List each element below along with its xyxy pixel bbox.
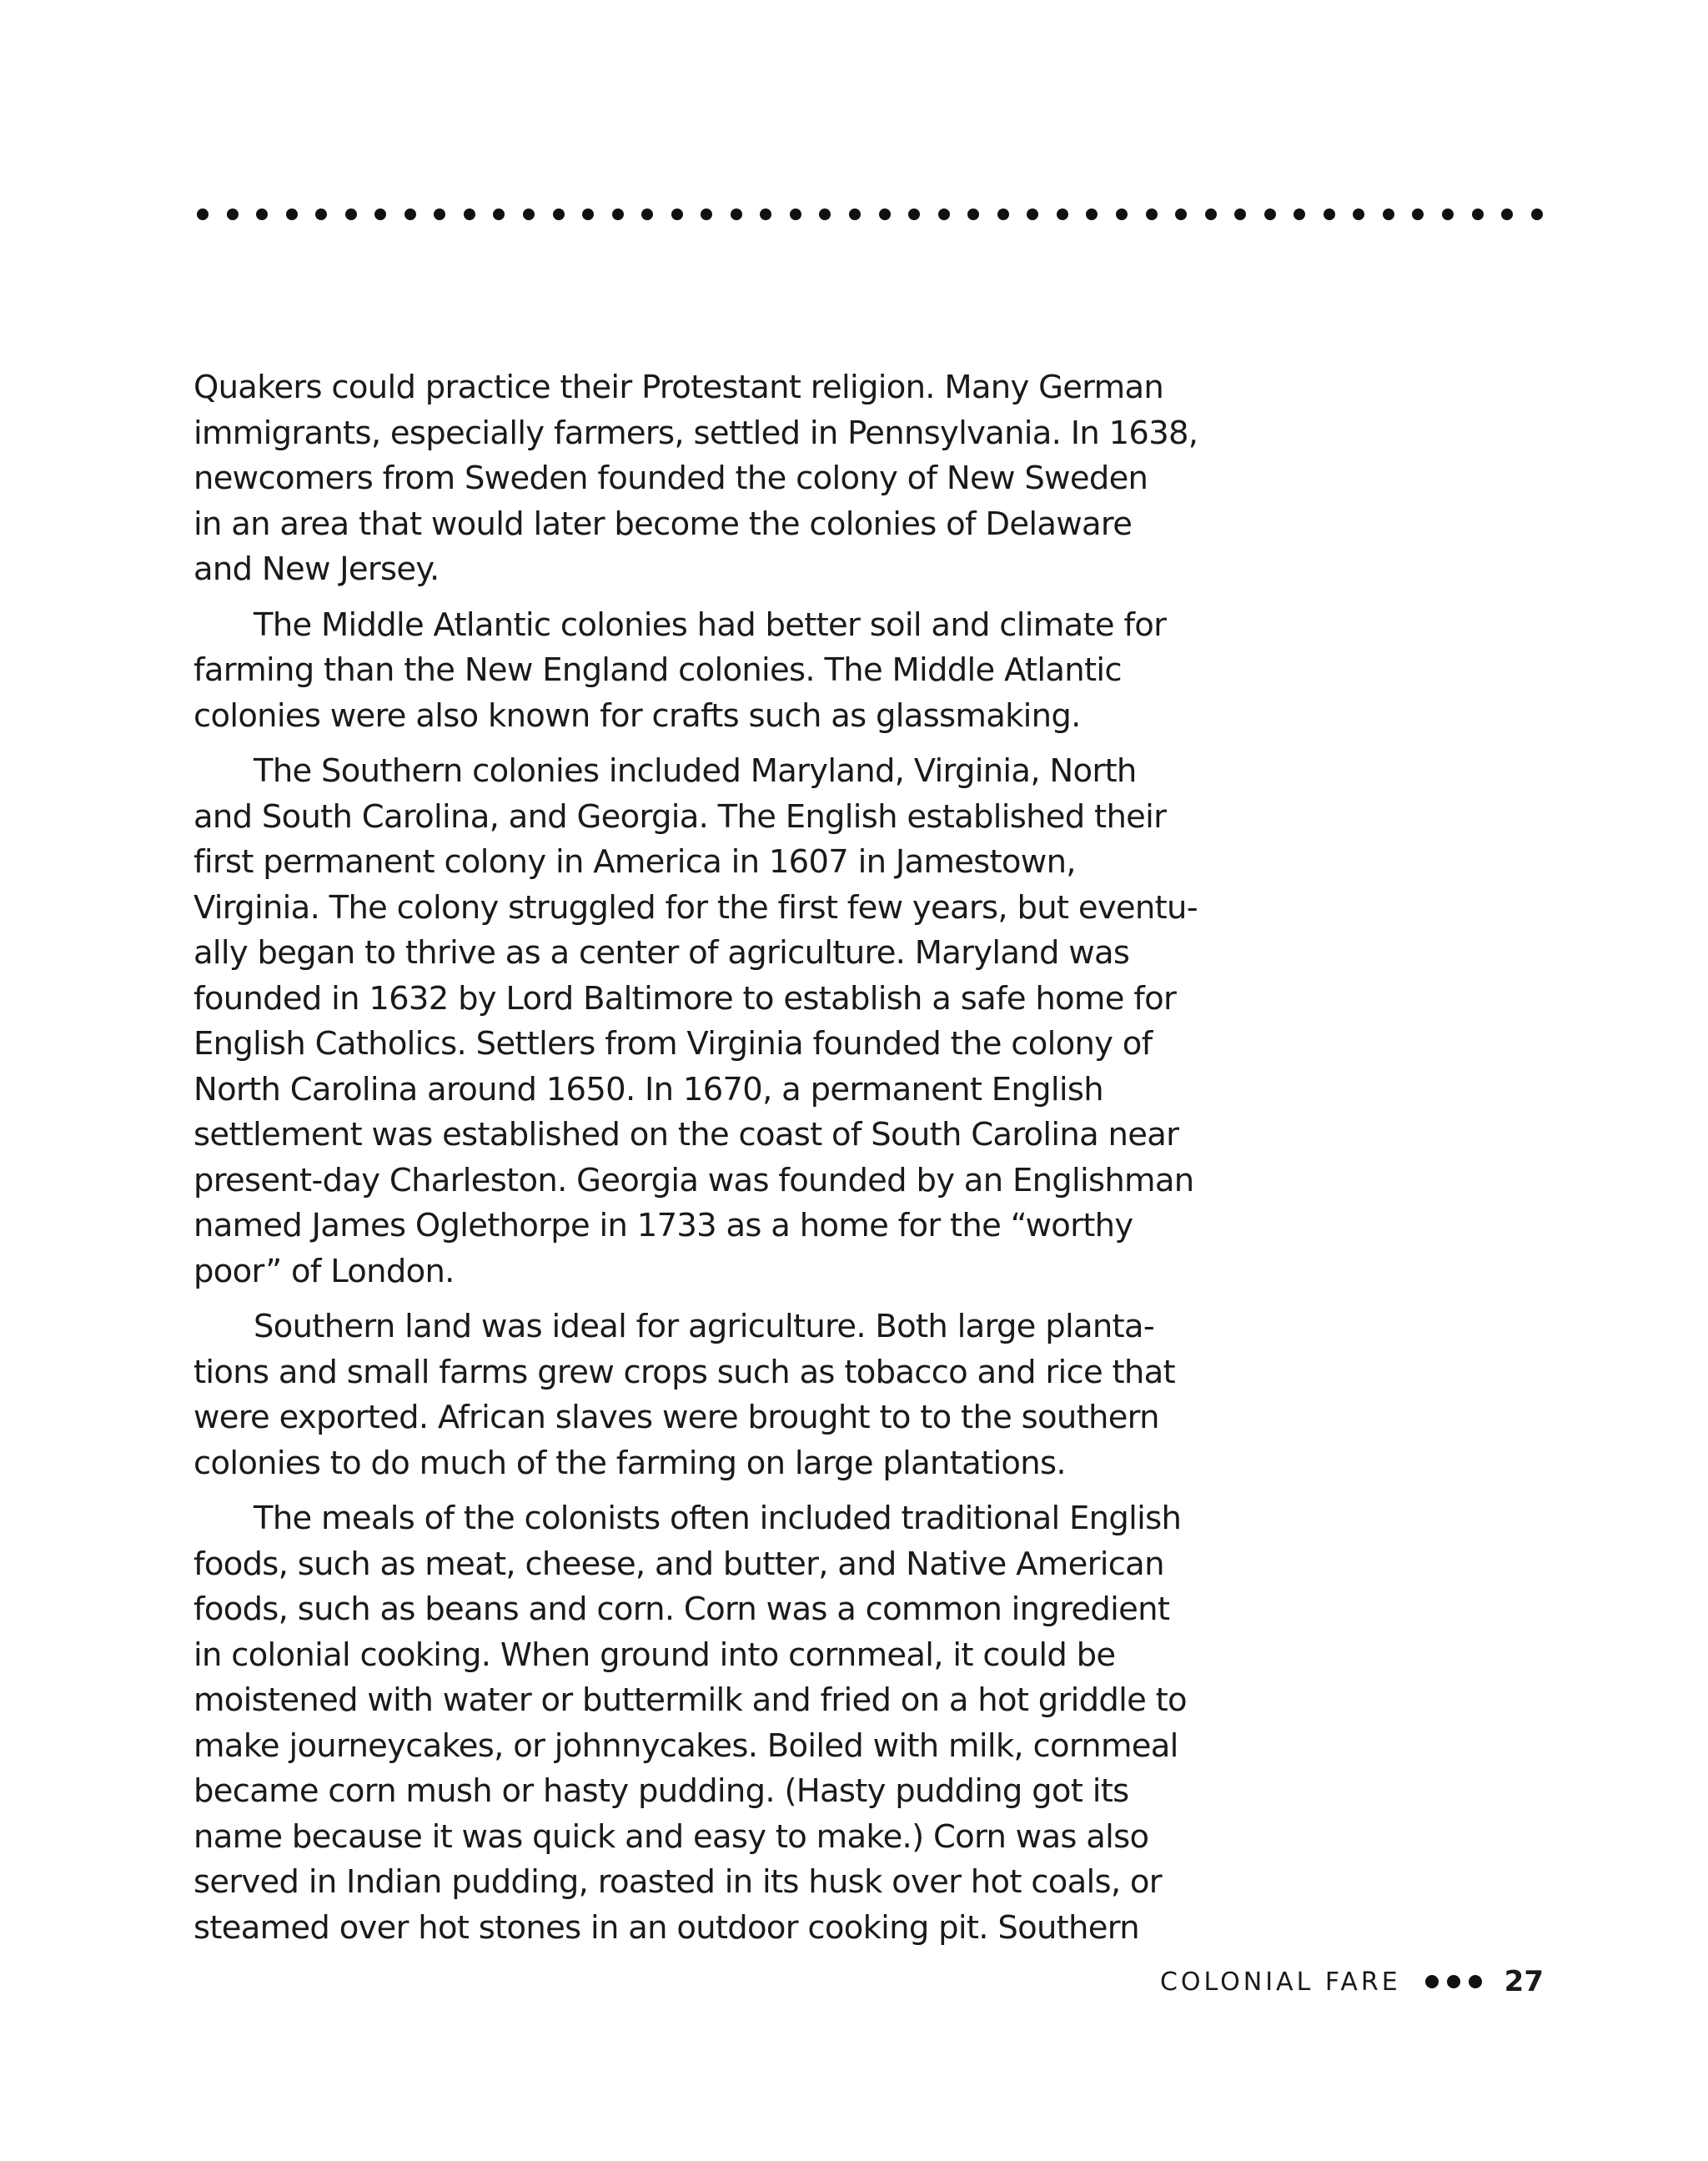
rule-dot <box>582 209 594 220</box>
rule-dot <box>1501 209 1513 220</box>
rule-dot <box>1086 209 1098 220</box>
rule-dot <box>671 209 683 220</box>
rule-dot <box>197 209 208 220</box>
paragraph <box>193 1496 1244 1951</box>
running-section-title: COLONIAL FARE <box>1159 1967 1401 1997</box>
rule-dot <box>819 209 831 220</box>
text-line: colonies to do much of the farming on large plantations. <box>193 1444 1066 1482</box>
text-line: present-day Charleston. Georgia was founded by an Englishman <box>193 1161 1194 1199</box>
text-line: name because it was quick and easy to make.) Corn was also <box>193 1817 1149 1856</box>
rule-dot <box>938 209 950 220</box>
text-line: The Middle Atlantic colonies had better soil and climate for <box>254 606 1167 644</box>
rule-dot <box>523 209 535 220</box>
text-line: were exported. African slaves were brought to to the southern <box>193 1399 1159 1436</box>
text-line: English Catholics. Settlers from Virginia founded the colony of <box>193 1025 1153 1063</box>
rule-dot <box>1175 209 1187 220</box>
text-line: and South Carolina, and Georgia. The English established their <box>193 797 1167 836</box>
rule-dot <box>1146 209 1158 220</box>
rule-dot <box>1057 209 1068 220</box>
rule-dot <box>731 209 742 220</box>
rule-dot <box>345 209 357 220</box>
text-line: Quakers could practice their Protestant religion. Many German <box>193 369 1164 406</box>
rule-dot <box>286 209 298 220</box>
folio-dots <box>1421 1975 1486 1988</box>
body-text <box>193 365 1244 1961</box>
rule-dot <box>315 209 327 220</box>
text-line: in colonial cooking. When ground into cornmeal, it could be <box>193 1636 1116 1674</box>
text-line: The meals of the colonists often included traditional English <box>254 1500 1182 1537</box>
folio-dot <box>1425 1975 1439 1988</box>
rule-dot <box>1353 209 1364 220</box>
text-line: named James Oglethorpe in 1733 as a home for the “worthy <box>193 1207 1133 1244</box>
rule-dot <box>997 209 1009 220</box>
paragraph <box>193 603 1244 740</box>
folio-dot <box>1447 1975 1460 1988</box>
rule-dot <box>879 209 891 220</box>
text-line: The Southern colonies included Maryland, Virginia, North <box>254 752 1137 790</box>
text-line: Southern land was ideal for agriculture. Both large planta- <box>254 1308 1155 1345</box>
paragraph <box>193 1304 1244 1486</box>
text-line: served in Indian pudding, roasted in its husk over hot coals, or <box>193 1863 1162 1901</box>
text-line: immigrants, especially farmers, settled in Pennsylvania. In 1638, <box>193 414 1198 452</box>
paragraph <box>193 749 1244 1294</box>
rule-dot <box>374 209 386 220</box>
text-line: founded in 1632 by Lord Baltimore to establish a safe home for <box>193 979 1177 1018</box>
text-line: foods, such as beans and corn. Corn was a common ingredient <box>193 1591 1170 1628</box>
text-line: ally began to thrive as a center of agriculture. Maryland was <box>193 934 1130 972</box>
text-line: Virginia. The colony struggled for the first few years, but eventu- <box>193 888 1198 927</box>
rule-dot <box>908 209 920 220</box>
text-line: first permanent colony in America in 1607 in Jamestown, <box>193 843 1076 881</box>
rule-dot <box>1116 209 1128 220</box>
rule-dot <box>1324 209 1335 220</box>
rule-dot <box>612 209 624 220</box>
header-dot-rule <box>197 205 1543 224</box>
rule-dot <box>1234 209 1246 220</box>
text-line: farming than the New England colonies. The Middle Atlantic <box>193 651 1122 689</box>
text-line: poor” of London. <box>193 1252 455 1290</box>
paragraph <box>193 365 1244 593</box>
text-line: newcomers from Sweden founded the colony of New Sweden <box>193 460 1148 497</box>
rule-dot <box>227 209 239 220</box>
rule-dot <box>256 209 268 220</box>
folio <box>1160 1965 1544 1998</box>
rule-dot <box>849 209 861 220</box>
text-line: in an area that would later become the colonies of Delaware <box>193 505 1133 543</box>
text-line: foods, such as meat, cheese, and butter, and Native American <box>193 1545 1164 1583</box>
page-number: 27 <box>1504 1965 1544 1998</box>
rule-dot <box>1412 209 1424 220</box>
rule-dot <box>1205 209 1217 220</box>
text-line: steamed over hot stones in an outdoor cooking pit. Southern <box>193 1908 1139 1947</box>
text-line: and New Jersey. <box>193 550 440 588</box>
rule-dot <box>493 209 505 220</box>
text-line: colonies were also known for crafts such as glassmaking. <box>193 696 1081 735</box>
folio-dot <box>1469 1975 1482 1988</box>
rule-dot <box>790 209 801 220</box>
rule-dot <box>1472 209 1484 220</box>
text-line: moistened with water or buttermilk and fried on a hot griddle to <box>193 1681 1187 1719</box>
rule-dot <box>641 209 653 220</box>
rule-dot <box>1383 209 1394 220</box>
text-line: became corn mush or hasty pudding. (Hasty pudding got its <box>193 1772 1129 1810</box>
rule-dot <box>404 209 416 220</box>
rule-dot <box>701 209 712 220</box>
text-line: settlement was established on the coast of South Carolina near <box>193 1116 1179 1153</box>
rule-dot <box>1264 209 1276 220</box>
text-line: North Carolina around 1650. In 1670, a permanent English <box>193 1070 1103 1108</box>
rule-dot <box>760 209 771 220</box>
rule-dot <box>553 209 565 220</box>
rule-dot <box>1027 209 1038 220</box>
rule-dot <box>434 209 445 220</box>
rule-dot <box>1531 209 1543 220</box>
rule-dot <box>967 209 979 220</box>
text-line: make journeycakes, or johnnycakes. Boiled with milk, cornmeal <box>193 1726 1178 1765</box>
rule-dot <box>464 209 475 220</box>
text-line: tions and small farms grew crops such as tobacco and rice that <box>193 1353 1175 1391</box>
rule-dot <box>1294 209 1305 220</box>
rule-dot <box>1442 209 1454 220</box>
